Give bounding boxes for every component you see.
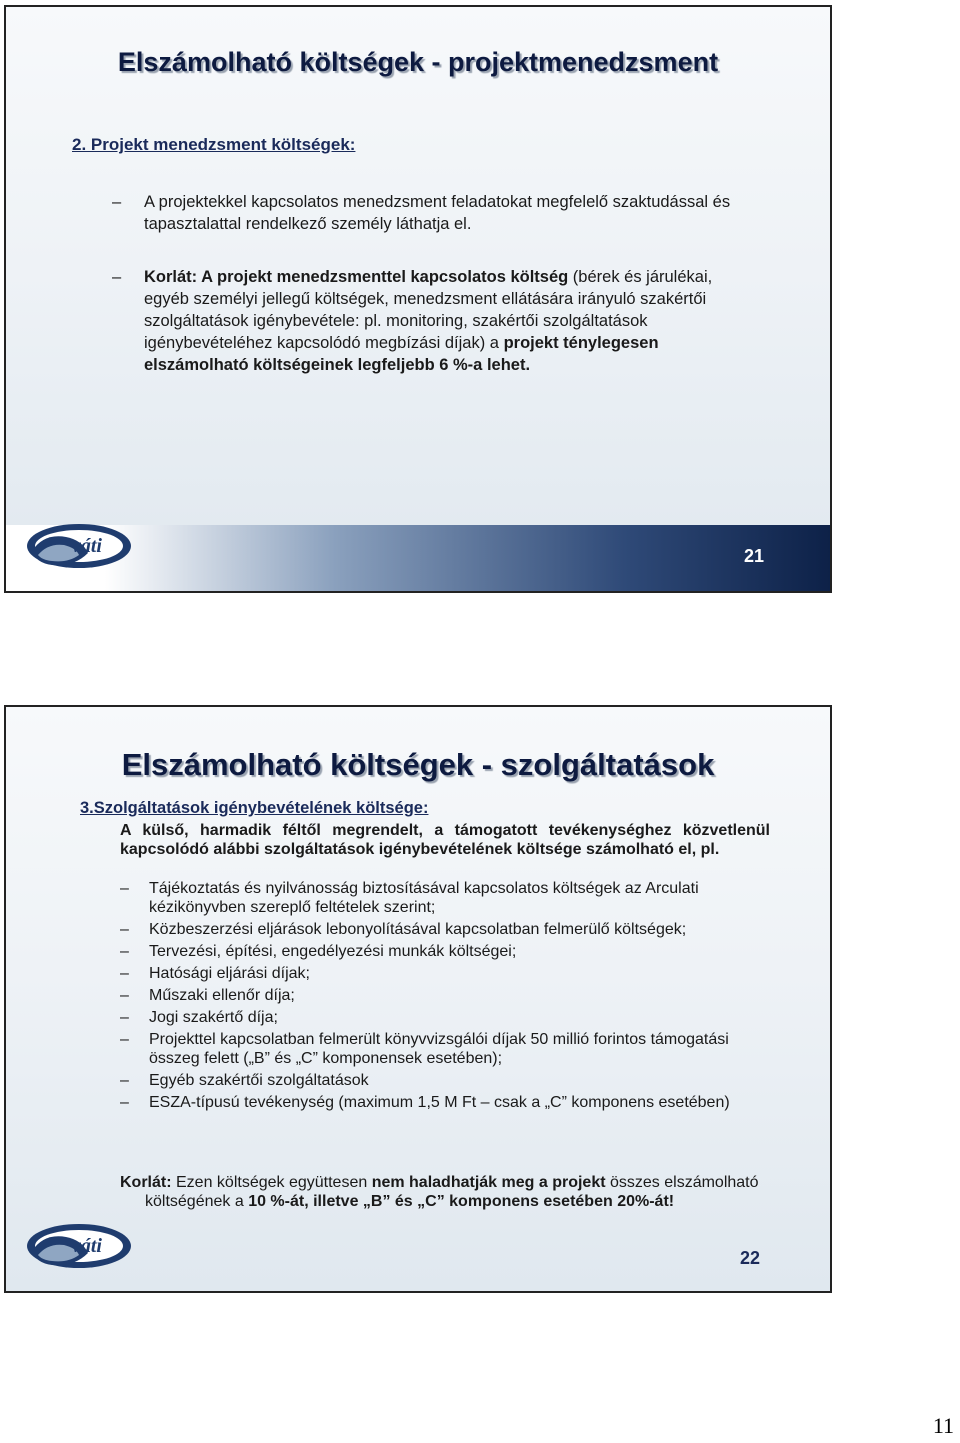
list-item [120, 986, 740, 1005]
page-number: 21 [743, 546, 764, 566]
list-item [112, 266, 732, 376]
slide-title: Elszámolható költségek - szolgáltatások [121, 747, 715, 782]
dash-bullet: – [120, 1094, 129, 1111]
item-text: Műszaki ellenőr díja; [149, 987, 295, 1004]
section-heading: 2. Projekt menedzsment költségek: [72, 135, 356, 154]
item-text: Egyéb szakértői szolgáltatások [149, 1072, 369, 1089]
list-item [120, 1030, 740, 1068]
dash-bullet: – [120, 1072, 129, 1089]
limit-text: összes elszámolható költségének a [145, 1174, 759, 1210]
dash-bullet: – [120, 965, 129, 982]
limit-label: Korlát: [120, 1174, 172, 1191]
list-item [120, 942, 740, 961]
item-text: ESZA-típusú tevékenység (maximum 1,5 M Ft – csak a „C” komponens esetében) [149, 1094, 730, 1111]
limit-emphasis: nem haladhatják meg a projekt [371, 1174, 606, 1191]
list-item [120, 1008, 740, 1027]
item-text: Jogi szakértő díja; [149, 1009, 278, 1026]
limit-value: projekt ténylegesen elszámolható költségeinek legfeljebb 6 %-a lehet. [144, 334, 659, 374]
item-text: Közbeszerzési eljárások lebonyolításával kapcsolatban felmerülő költségek; [149, 921, 687, 938]
sheet-page-number: 11 [932, 1413, 954, 1438]
vati-logo [24, 515, 134, 575]
bullet-list [120, 879, 740, 1115]
dash-bullet: – [112, 193, 122, 211]
list-item [120, 879, 740, 917]
vati-logo [24, 1215, 134, 1275]
dash-bullet: – [112, 268, 122, 286]
list-item [120, 920, 740, 939]
section-heading: 3.Szolgáltatások igénybevételének költsége: [80, 799, 429, 817]
item-text: Projekttel kapcsolatban felmerült könyvvizsgálói díjak 50 millió forintos támogatási összeg felett („B” és „C” komponensek esetében); [149, 1031, 729, 1067]
list-item [120, 1071, 740, 1090]
limit-label: Korlát: A projekt menedzsmenttel kapcsolatos költség [144, 268, 569, 286]
page-number: 22 [739, 1248, 760, 1268]
dash-bullet: – [120, 943, 129, 960]
dash-bullet: – [120, 987, 129, 1004]
dash-bullet: – [120, 880, 129, 897]
slide-21 [4, 5, 832, 593]
item-text: Hatósági eljárási díjak; [149, 965, 310, 982]
list-item [112, 191, 732, 235]
item-text: (bérek és járulékai, egyéb személyi jellegű költségek, menedzsment ellátására irányuló szakértői szolgáltatások igénybevétele: pl. monitoring, szakértői szolgáltatások igénybevételéhez kapcsolódó megbízási díjak) a [144, 268, 713, 352]
svg-text:váti: váti [72, 535, 102, 557]
limit-emphasis: 10 %-át, illetve „B” és „C” komponens esetében 20%-át! [248, 1193, 675, 1210]
slide-22 [4, 705, 832, 1293]
item-text: Tájékoztatás és nyilvánosság biztosításával kapcsolatos költségek az Arculati kézikönyvben szereplő feltételek szerint; [149, 880, 699, 916]
list-item [120, 1093, 740, 1112]
dash-bullet: – [120, 1031, 129, 1048]
limit-paragraph [120, 1173, 785, 1211]
limit-text: Ezen költségek együttesen [171, 1174, 372, 1191]
slide-title: Elszámolható költségek - projektmenedzsment [117, 47, 719, 77]
dash-bullet: – [120, 1009, 129, 1026]
item-text: A projektekkel kapcsolatos menedzsment feladatokat megfelelő szaktudással és tapasztalattal rendelkező személy láthatja el. [144, 193, 731, 233]
intro-paragraph: A külső, harmadik féltől megrendelt, a támogatott tevékenységhez közvetlenül kapcsolódó alábbi szolgáltatások igénybevételének költsége számolható el, pl. [120, 822, 770, 858]
dash-bullet: – [120, 921, 129, 938]
svg-text:váti: váti [72, 1235, 102, 1257]
list-item [120, 964, 740, 983]
item-text: Tervezési, építési, engedélyezési munkák költségei; [149, 943, 517, 960]
